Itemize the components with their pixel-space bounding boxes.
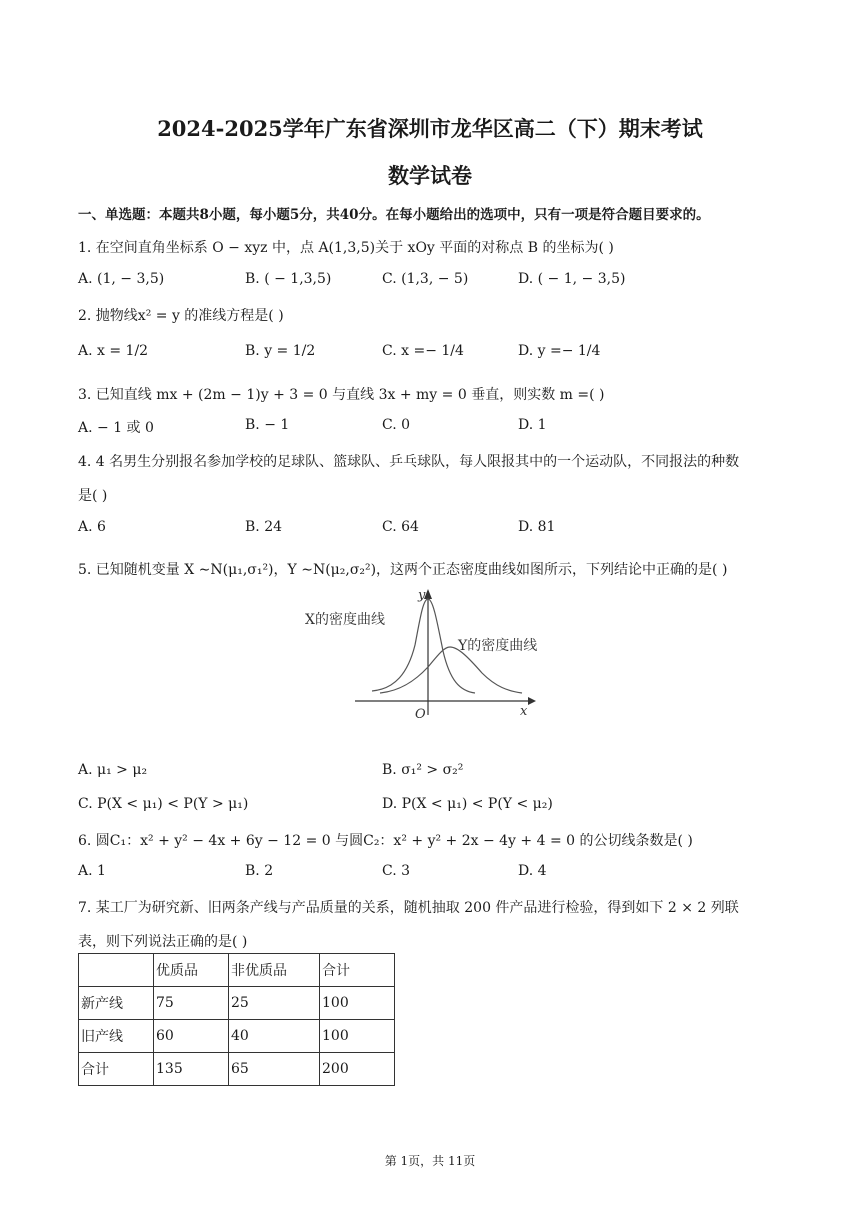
question-3-stem: 3. 已知直线 mx + (2m − 1)y + 3 = 0 与直线 3x + my = 0 垂直，则实数 m =( ) bbox=[78, 387, 605, 403]
table-header-cell bbox=[79, 954, 154, 987]
q1-option-c: C. (1,3, − 5) bbox=[382, 271, 469, 287]
q3-option-c: C. 0 bbox=[382, 417, 411, 433]
q2-option-b: B. y = 1/2 bbox=[245, 343, 316, 359]
table-cell: 100 bbox=[320, 1020, 395, 1053]
x-axis-label: x bbox=[520, 704, 528, 719]
q3-option-d: D. 1 bbox=[518, 417, 547, 433]
q1-option-d: D. ( − 1, − 3,5) bbox=[518, 271, 626, 287]
q3-option-a: A. − 1 或 0 bbox=[78, 420, 154, 436]
table-header-cell: 非优质品 bbox=[229, 954, 320, 987]
table-cell: 25 bbox=[229, 987, 320, 1020]
question-4-stem-line2: 是( ) bbox=[78, 488, 108, 504]
q5-option-c: C. P(X < μ₁) < P(Y > μ₁) bbox=[78, 796, 249, 812]
question-7-stem-line1: 7. 某工厂为研究新、旧两条产线与产品质量的关系，随机抽取 200 件产品进行检验，得到如下 2 × 2 列联 bbox=[78, 900, 739, 916]
table-row bbox=[79, 1053, 395, 1086]
table-cell: 40 bbox=[229, 1020, 320, 1053]
question-4-stem-line1: 4. 4 名男生分别报名参加学校的足球队、篮球队、乒乓球队，每人限报其中的一个运动队，不同报法的种数 bbox=[78, 454, 740, 470]
contingency-table bbox=[78, 953, 395, 1086]
q3-option-b: B. − 1 bbox=[245, 417, 290, 433]
table-header-cell: 合计 bbox=[320, 954, 395, 987]
q6-option-a: A. 1 bbox=[78, 863, 106, 879]
section-heading: 一、单选题：本题共8小题，每小题5分，共40分。在每小题给出的选项中，只有一项是符合题目要求的。 bbox=[78, 207, 710, 223]
q4-option-b: B. 24 bbox=[245, 519, 283, 535]
q2-option-a: A. x = 1/2 bbox=[78, 343, 149, 359]
q1-option-a: A. (1, − 3,5) bbox=[78, 271, 165, 287]
q4-option-a: A. 6 bbox=[78, 519, 106, 535]
exam-title: 2024-2025学年广东省深圳市龙华区高二（下）期末考试 bbox=[157, 116, 703, 141]
q5-option-d: D. P(X < μ₁) < P(Y < μ₂) bbox=[382, 796, 553, 812]
table-cell: 135 bbox=[154, 1053, 229, 1086]
x-axis-arrow bbox=[528, 697, 536, 705]
q6-option-b: B. 2 bbox=[245, 863, 274, 879]
table-header-row bbox=[79, 954, 395, 987]
q5-option-b: B. σ₁² > σ₂² bbox=[382, 762, 464, 778]
question-5-stem: 5. 已知随机变量 X ∼N(μ₁,σ₁²)，Y ∼N(μ₂,σ₂²)，这两个正态密度曲线如图所示，下列结论中正确的是( ) bbox=[78, 562, 728, 578]
table-cell: 100 bbox=[320, 987, 395, 1020]
table-cell: 200 bbox=[320, 1053, 395, 1086]
q6-option-c: C. 3 bbox=[382, 863, 411, 879]
q1-option-b: B. ( − 1,3,5) bbox=[245, 271, 332, 287]
page-footer: 第 1页，共 11页 bbox=[384, 1154, 476, 1168]
table-cell: 65 bbox=[229, 1053, 320, 1086]
exam-subtitle: 数学试卷 bbox=[388, 163, 472, 188]
table-row bbox=[79, 987, 395, 1020]
table-row bbox=[79, 1020, 395, 1053]
y-curve-label: Y的密度曲线 bbox=[458, 638, 538, 654]
q2-option-c: C. x =− 1/4 bbox=[382, 343, 464, 359]
table-cell: 旧产线 bbox=[79, 1020, 154, 1053]
q6-option-d: D. 4 bbox=[518, 863, 547, 879]
question-6-stem: 6. 圆C₁：x² + y² − 4x + 6y − 12 = 0 与圆C₂：x² + y² + 2x − 4y + 4 = 0 的公切线条数是( ) bbox=[78, 833, 693, 849]
table-cell: 60 bbox=[154, 1020, 229, 1053]
question-1-stem: 1. 在空间直角坐标系 O − xyz 中，点 A(1,3,5)关于 xOy 平面的对称点 B 的坐标为( ) bbox=[78, 240, 614, 256]
table-header-cell: 优质品 bbox=[154, 954, 229, 987]
origin-label: O bbox=[415, 707, 426, 722]
table-cell: 75 bbox=[154, 987, 229, 1020]
x-curve-label: X的密度曲线 bbox=[305, 612, 385, 628]
question-7-stem-line2: 表，则下列说法正确的是( ) bbox=[78, 934, 248, 950]
q5-option-a: A. μ₁ > μ₂ bbox=[78, 762, 148, 778]
q2-option-d: D. y =− 1/4 bbox=[518, 343, 601, 359]
normal-density-figure bbox=[300, 585, 540, 725]
table-cell: 新产线 bbox=[79, 987, 154, 1020]
q4-option-c: C. 64 bbox=[382, 519, 419, 535]
y-axis-label: y bbox=[418, 588, 426, 603]
q4-option-d: D. 81 bbox=[518, 519, 556, 535]
question-2-stem: 2. 抛物线x² = y 的准线方程是( ) bbox=[78, 308, 284, 324]
table-cell: 合计 bbox=[79, 1053, 154, 1086]
